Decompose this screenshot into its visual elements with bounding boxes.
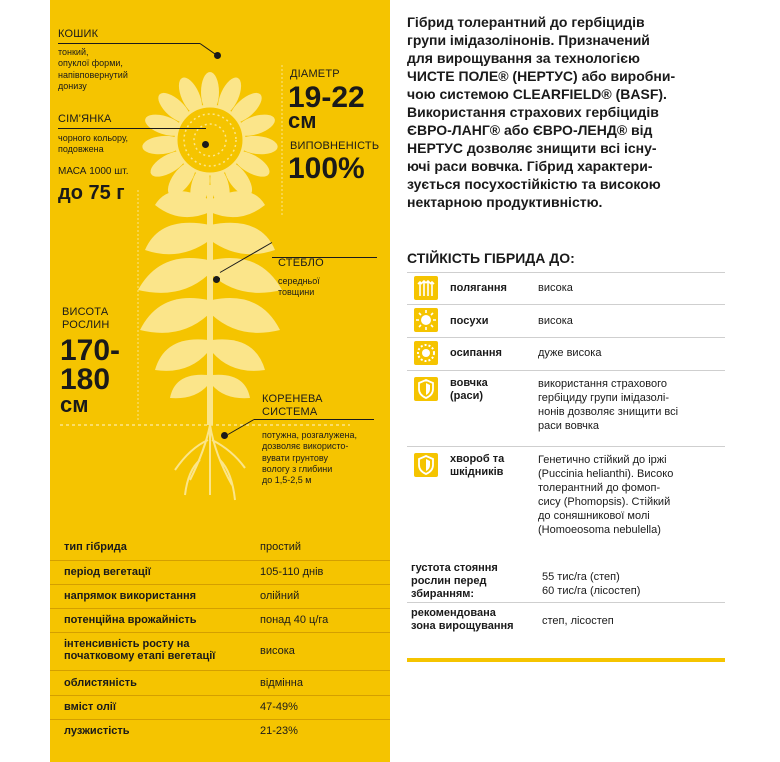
seed-title: СІМ'ЯНКА (58, 113, 112, 125)
diam-label: ДІАМЕТР (290, 68, 340, 80)
diam-unit: см (288, 108, 317, 133)
mass-value: до 75 г (58, 182, 125, 204)
stem-dot (213, 276, 220, 283)
table-row: лузжистість 21-23% (64, 725, 298, 737)
zone-key: рекомендована зона вирощування (411, 607, 514, 632)
resist-value: висока (538, 282, 573, 294)
table-row: напрямок використання олійний (50, 584, 390, 609)
resist-value: Генетично стійкий до іржі (Puccinia helianthi). Високо толерантний до фомоп- сису (Phomopsis). Стійкий до соняшникової молі (Homoeosoma nebulella) (538, 454, 674, 536)
divider (407, 304, 725, 305)
zone-value: степ, лісостеп (542, 615, 614, 627)
height-value: 170- 180 (60, 334, 121, 396)
seed-dot (202, 141, 209, 148)
complete-label: ВИПОВНЕНІСТЬ (290, 140, 380, 152)
stem-desc: середньої товщини (278, 276, 320, 298)
table-row: вміст олії 47-49% (50, 695, 390, 720)
resist-key: полягання (450, 282, 507, 294)
kosh-leader (58, 43, 200, 44)
table-row: тип гібрида простий (50, 534, 390, 561)
resist-key: хвороб та шкідників (450, 453, 505, 478)
resist-key: посухи (450, 315, 489, 327)
root-title: КОРЕНЕВА СИСТЕМА (262, 393, 323, 418)
density-key: густота стояння рослин перед збиранням: (411, 562, 498, 600)
resist-title: СТІЙКІСТЬ ГІБРИДА ДО: (407, 250, 575, 266)
height-unit: см (60, 392, 89, 417)
root-desc: потужна, розгалужена, дозволяє використо- вувати грунтову вологу з глибини до 1,5-2,5 м (262, 430, 357, 485)
density-value: 55 тис/га (степ) 60 тис/га (лісостеп) (542, 571, 641, 597)
divider (407, 272, 725, 273)
seed-leader (58, 128, 206, 129)
root-leader (254, 419, 374, 420)
kosh-dot (214, 52, 221, 59)
seed-desc: чорного кольору, подовжена (58, 133, 129, 155)
sunflower-icon (414, 341, 438, 365)
divider (407, 446, 725, 447)
kosh-title: КОШИК (58, 28, 99, 40)
table-row: період вегетації 105-110 днів (50, 560, 390, 585)
resist-value: дуже висока (538, 347, 602, 359)
hybrid-description: Гібрид толерантний до гербіцидів групи імідазолінонів. Призначений для вирощування за технологією ЧИСТЕ ПОЛЕ® (НЕРТУС) або виробни- чою системою CLEARFIELD® (BASF). Використання страхових гербіцидів ЄВРО-ЛАНГ® або ЄВРО-ЛЕНД® від НЕРТУС дозволяє знищити всі існу- ючі раси вовчка. Гібрид характери- зується посухостійкістю та високою нектарною продуктивністю. (407, 14, 676, 210)
resist-value: використання страхового гербіциду групи імідазолі- нонів дозволяє знищити всі раси вовчка (538, 378, 679, 432)
mass-label: МАСА 1000 шт. (58, 166, 129, 177)
shield-icon (414, 377, 438, 401)
shield-icon (414, 453, 438, 477)
divider (407, 337, 725, 338)
sun-icon (414, 308, 438, 332)
height-label: ВИСОТА РОСЛИН (62, 306, 110, 331)
complete-value: 100% (288, 152, 365, 185)
stem-title: СТЕБЛО (278, 257, 324, 269)
divider (407, 602, 725, 603)
table-row: облистяність відмінна (50, 670, 390, 696)
divider (407, 370, 725, 371)
kosh-desc: тонкий, опуклої форми, напівповернутий донизу (58, 47, 128, 91)
table-row: потенційна врожайність понад 40 ц/га (50, 608, 390, 633)
resist-key: осипання (450, 347, 502, 359)
table-row: інтенсивність росту на початковому етапі вегетації висока (50, 632, 390, 671)
diam-value: 19-22 (288, 81, 365, 114)
resist-value: висока (538, 315, 573, 327)
resist-key: вовчка (раси) (450, 377, 488, 402)
wheat-icon (414, 276, 438, 300)
accent-bar (407, 658, 725, 662)
